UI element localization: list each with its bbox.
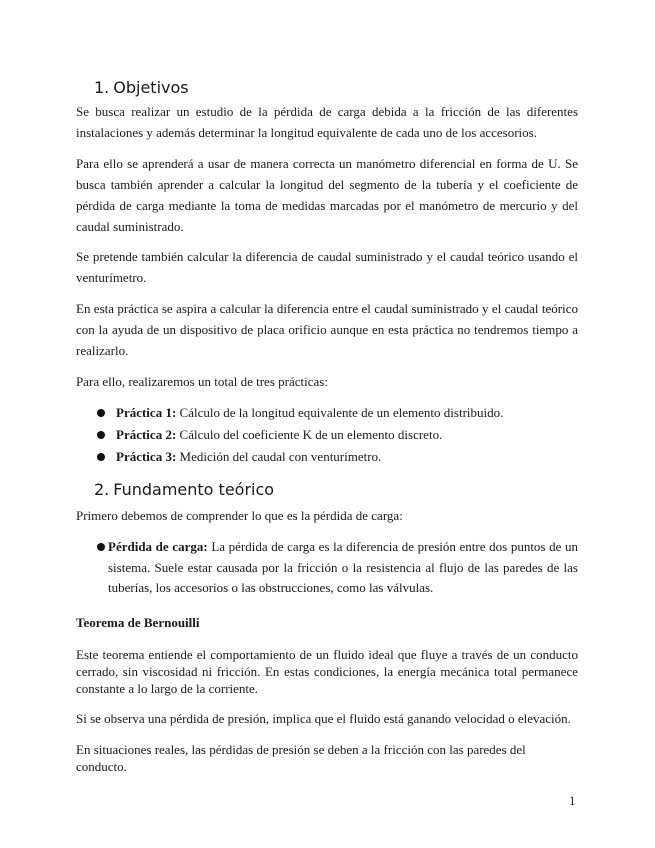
paragraph-bernoulli-2: Si se observa una pérdida de presión, implica que el fluido está ganando velocidad o elevación. [76, 711, 571, 726]
bullet-icon [97, 409, 105, 417]
paragraph-objetivos-3: Se pretende también calcular la diferencia de caudal suministrado y el caudal teórico usando el venturímetro. [76, 249, 578, 285]
list-item: Práctica 1: Cálculo de la longitud equivalente de un elemento distribuido. [76, 402, 578, 424]
section-heading-objetivos: 1. Objetivos [94, 78, 189, 97]
bullet-icon [97, 543, 105, 551]
paragraph-fundamento-intro: Primero debemos de comprender lo que es la pérdida de carga: [76, 508, 403, 523]
section-heading-fundamento: 2. Fundamento teórico [94, 480, 275, 499]
paragraph-bernoulli-1: Este teorema entiende el comportamiento de un fluido ideal que fluye a través de un conducto cerrado, sin viscosidad ni fricción. En estas condiciones, la energía mecánica total permanece constante a lo largo de la corriente. [76, 647, 578, 696]
practicas-list [76, 402, 578, 468]
bullet-icon [97, 431, 105, 439]
list-item: Práctica 2: Cálculo del coeficiente K de un elemento discreto. [76, 424, 578, 446]
paragraph-objetivos-5: Para ello, realizaremos un total de tres prácticas: [76, 374, 328, 389]
list-item: Práctica 3: Medición del caudal con venturímetro. [76, 446, 578, 468]
page-number: 1 [569, 793, 576, 808]
bullet-icon [97, 453, 105, 461]
paragraph-bernoulli-3: En situaciones reales, las pérdidas de presión se deben a la fricción con las paredes del conducto. [76, 742, 526, 774]
paragraph-objetivos-1: Se busca realizar un estudio de la pérdida de carga debida a la fricción de las diferentes instalaciones y además determinar la longitud equivalente de cada uno de los accesorios. [76, 104, 578, 140]
paragraph-objetivos-2: Para ello se aprenderá a usar de manera correcta un manómetro diferencial en forma de U. Se busca también aprender a calcular la longitud del segmento de la tubería y el coeficiente de pérdida de carga mediante la toma de medidas marcadas por el manómetro de mercurio y del caudal suministrado. [76, 156, 578, 234]
bernoulli-heading: Teorema de Bernouilli [76, 615, 200, 630]
definition-perdida-de-carga: Pérdida de carga: La pérdida de carga es la diferencia de presión entre dos puntos de un sistema. Suele estar causada por la fricción o la resistencia al flujo de las paredes de las tuberías, los accesorios o las obstrucciones, como las válvulas. [76, 537, 578, 599]
paragraph-objetivos-4: En esta práctica se aspira a calcular la diferencia entre el caudal suministrado y el caudal teórico con la ayuda de un dispositivo de placa orificio aunque en esta práctica no tendremos tiempo a realizarlo. [76, 301, 578, 358]
